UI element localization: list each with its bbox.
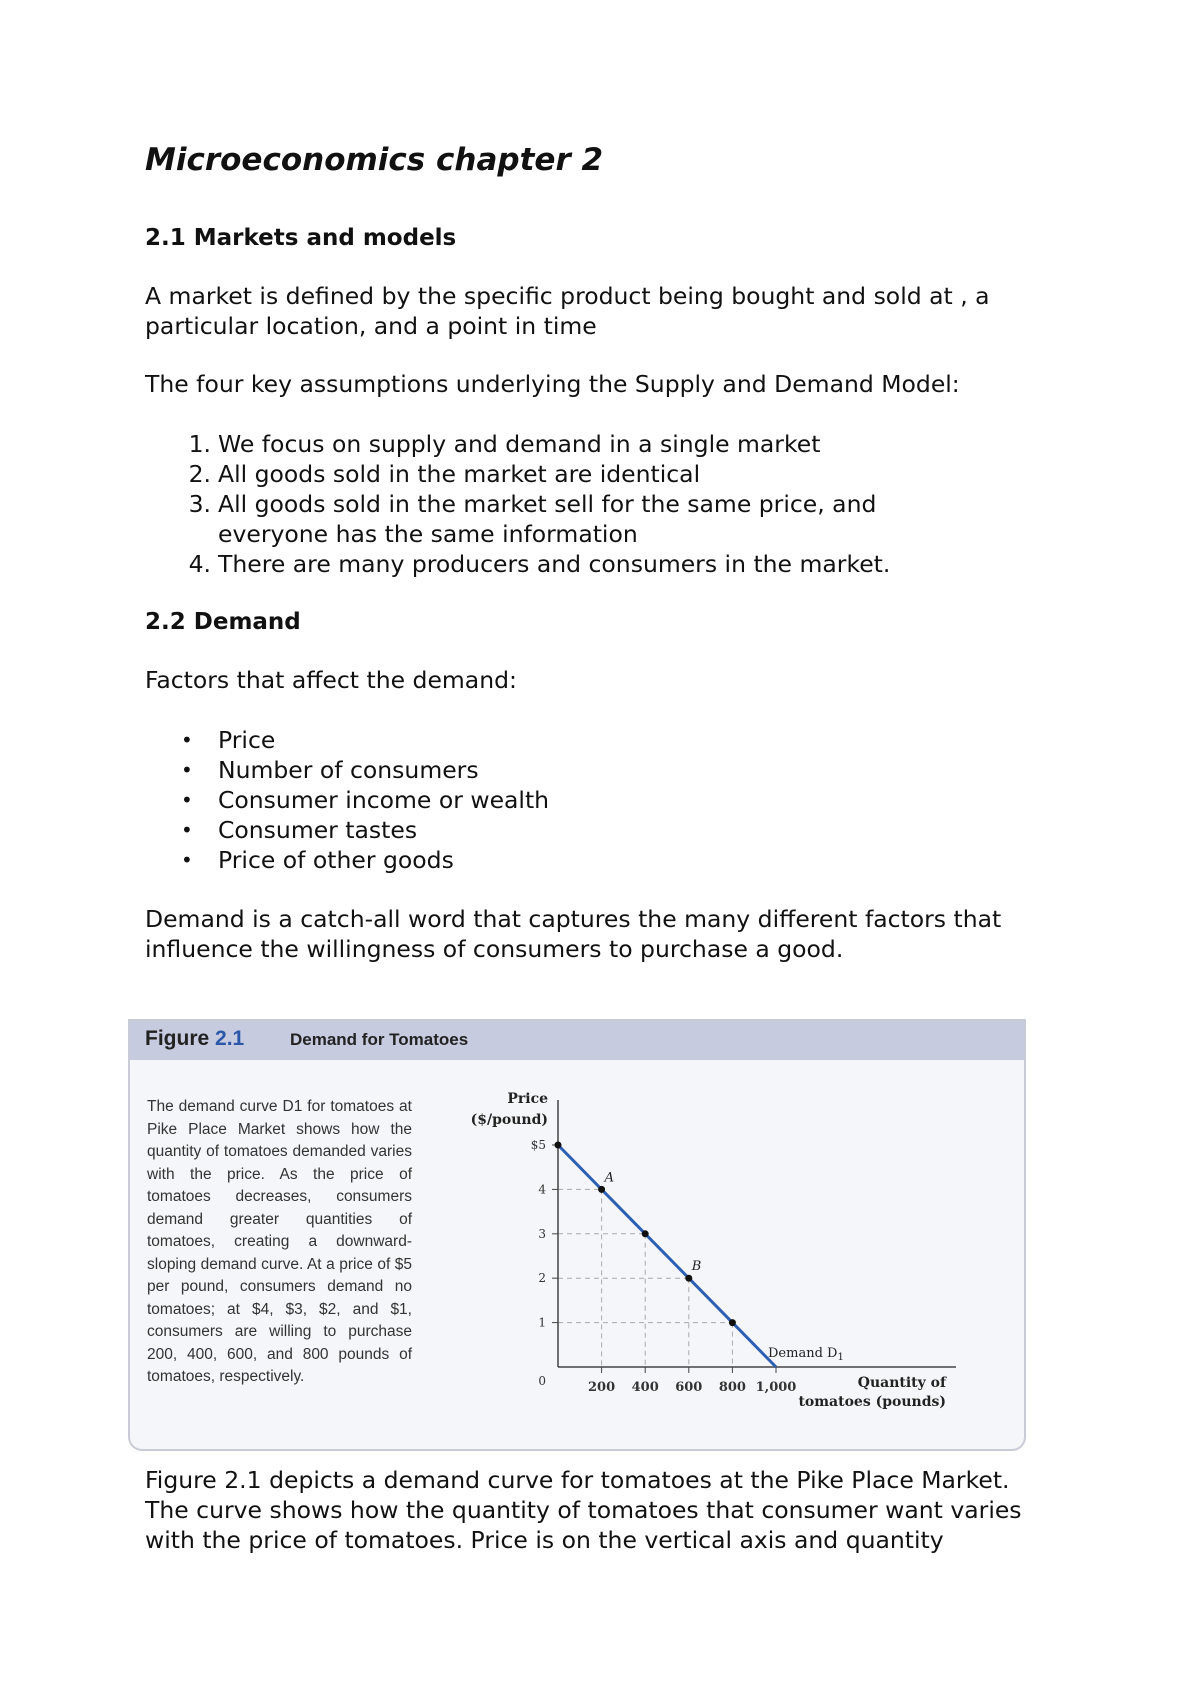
list-item-text: Price of other goods: [218, 846, 454, 874]
bullet: •: [181, 788, 193, 812]
bullet: •: [181, 728, 193, 752]
market-definition: [145, 281, 1065, 341]
list-item: [145, 489, 1065, 549]
x-axis-label-units: tomatoes (pounds): [798, 1394, 946, 1410]
y-axis-label: Price: [507, 1091, 548, 1107]
list-item-text: All goods sold in the market are identical: [218, 460, 701, 488]
page-title: Microeconomics chapter 2: [145, 142, 604, 178]
y-tick-label: 3: [538, 1226, 546, 1241]
list-item-text: Consumer tastes: [218, 816, 418, 844]
factors-list: [145, 725, 1065, 875]
demand-chart: [130, 1021, 1024, 1449]
y-axis-label-units: ($/pound): [470, 1112, 548, 1128]
section-heading-demand: 2.2 Demand: [145, 609, 301, 635]
demand-definition-line-2: influence the willingness of consumers to purchase a good.: [145, 935, 844, 963]
y-tick-label: $5: [530, 1138, 546, 1152]
origin-label: 0: [538, 1374, 546, 1388]
market-definition-line-2: particular location, and a point in time: [145, 312, 597, 340]
section-heading-markets: 2.1 Markets and models: [145, 225, 457, 251]
bullet: •: [181, 818, 193, 842]
figure-discussion-line-1: Figure 2.1 depicts a demand curve for tomatoes at the Pike Place Market.: [145, 1466, 1010, 1494]
list-item: [145, 459, 1065, 489]
list-item-text: All goods sold in the market sell for the same price, and everyone has the same information: [218, 490, 877, 548]
list-item-text: We focus on supply and demand in a single market: [218, 430, 821, 458]
x-tick-label: 200: [588, 1380, 616, 1395]
demand-definition-line-1: Demand is a catch-all word that captures the many different factors that: [145, 905, 1002, 933]
list-item-text: Price: [218, 726, 276, 754]
demand-curve: [558, 1145, 776, 1367]
figure-number: 2.1: [215, 1027, 245, 1050]
list-item: [145, 815, 1065, 845]
list-item: [145, 429, 1065, 459]
chart-axes: [552, 1100, 956, 1373]
figure-discussion-line-3: with the price of tomatoes. Price is on the vertical axis and quantity: [145, 1526, 944, 1554]
list-marker: 3.: [188, 490, 211, 518]
point-label: B: [691, 1259, 702, 1275]
list-item: [145, 785, 1065, 815]
chart-labels: [471, 1091, 947, 1410]
data-point: [598, 1186, 605, 1193]
figure-label-prefix: Figure: [145, 1027, 216, 1050]
y-tick-label: 1: [538, 1315, 546, 1330]
factors-intro: Factors that affect the demand:: [145, 666, 517, 694]
list-marker: 4.: [188, 550, 211, 578]
figure-discussion-line-2: The curve shows how the quantity of tomatoes that consumer want varies: [145, 1496, 1022, 1524]
list-item: [145, 845, 1065, 875]
chart-series: [558, 1145, 776, 1367]
x-tick-label: 600: [675, 1380, 703, 1395]
data-point: [729, 1319, 736, 1326]
list-marker: 1.: [188, 430, 211, 458]
demand-label-subscript: 1: [837, 1352, 844, 1363]
x-tick-label: 800: [718, 1380, 746, 1395]
x-tick-label: 1,000: [755, 1380, 797, 1395]
demand-label-text: Demand D: [768, 1346, 838, 1361]
list-item-text: There are many producers and consumers in the market.: [218, 550, 891, 578]
x-axis-label: Quantity of: [857, 1375, 946, 1391]
assumptions-intro: The four key assumptions underlying the Supply and Demand Model:: [145, 370, 960, 398]
list-item-text: Number of consumers: [218, 756, 479, 784]
figure-caption: The demand curve D1 for tomatoes at Pike Place Market shows how the quantity of tomatoes demanded varies with the price. As the price of tomatoes decreases, consumers demand greater quantities of tomatoes, creating a downward-sloping demand curve. At a price of $5 per pound, consumers demand no tomatoes; at $4, $3, $2, and $1, consumers are willing to purchase 200, 400, 600, and 800 pounds of tomatoes, respectively.: [147, 1098, 412, 1385]
point-label: A: [604, 1170, 614, 1186]
list-item-text: Consumer income or wealth: [218, 786, 550, 814]
data-point: [685, 1275, 692, 1282]
bullet: •: [181, 758, 193, 782]
y-tick-label: 4: [538, 1182, 546, 1197]
bullet: •: [181, 848, 193, 872]
demand-curve-label: [768, 1346, 844, 1363]
demand-definition: [145, 904, 1065, 964]
y-tick-label: 2: [538, 1271, 546, 1286]
x-tick-label: 400: [631, 1380, 659, 1395]
list-item: [145, 549, 1065, 579]
figure-title: Demand for Tomatoes: [290, 1030, 469, 1049]
chart-gridlines: [558, 1145, 732, 1367]
list-item: [145, 725, 1065, 755]
assumptions-list: [145, 429, 1065, 579]
figure-2-1: [128, 1019, 1026, 1451]
list-marker: 2.: [188, 460, 211, 488]
data-point: [642, 1230, 649, 1237]
data-point: [555, 1142, 562, 1149]
market-definition-line-1: A market is defined by the specific product being bought and sold at , a: [145, 282, 990, 310]
figure-discussion: [145, 1465, 1065, 1555]
list-item: [145, 755, 1065, 785]
